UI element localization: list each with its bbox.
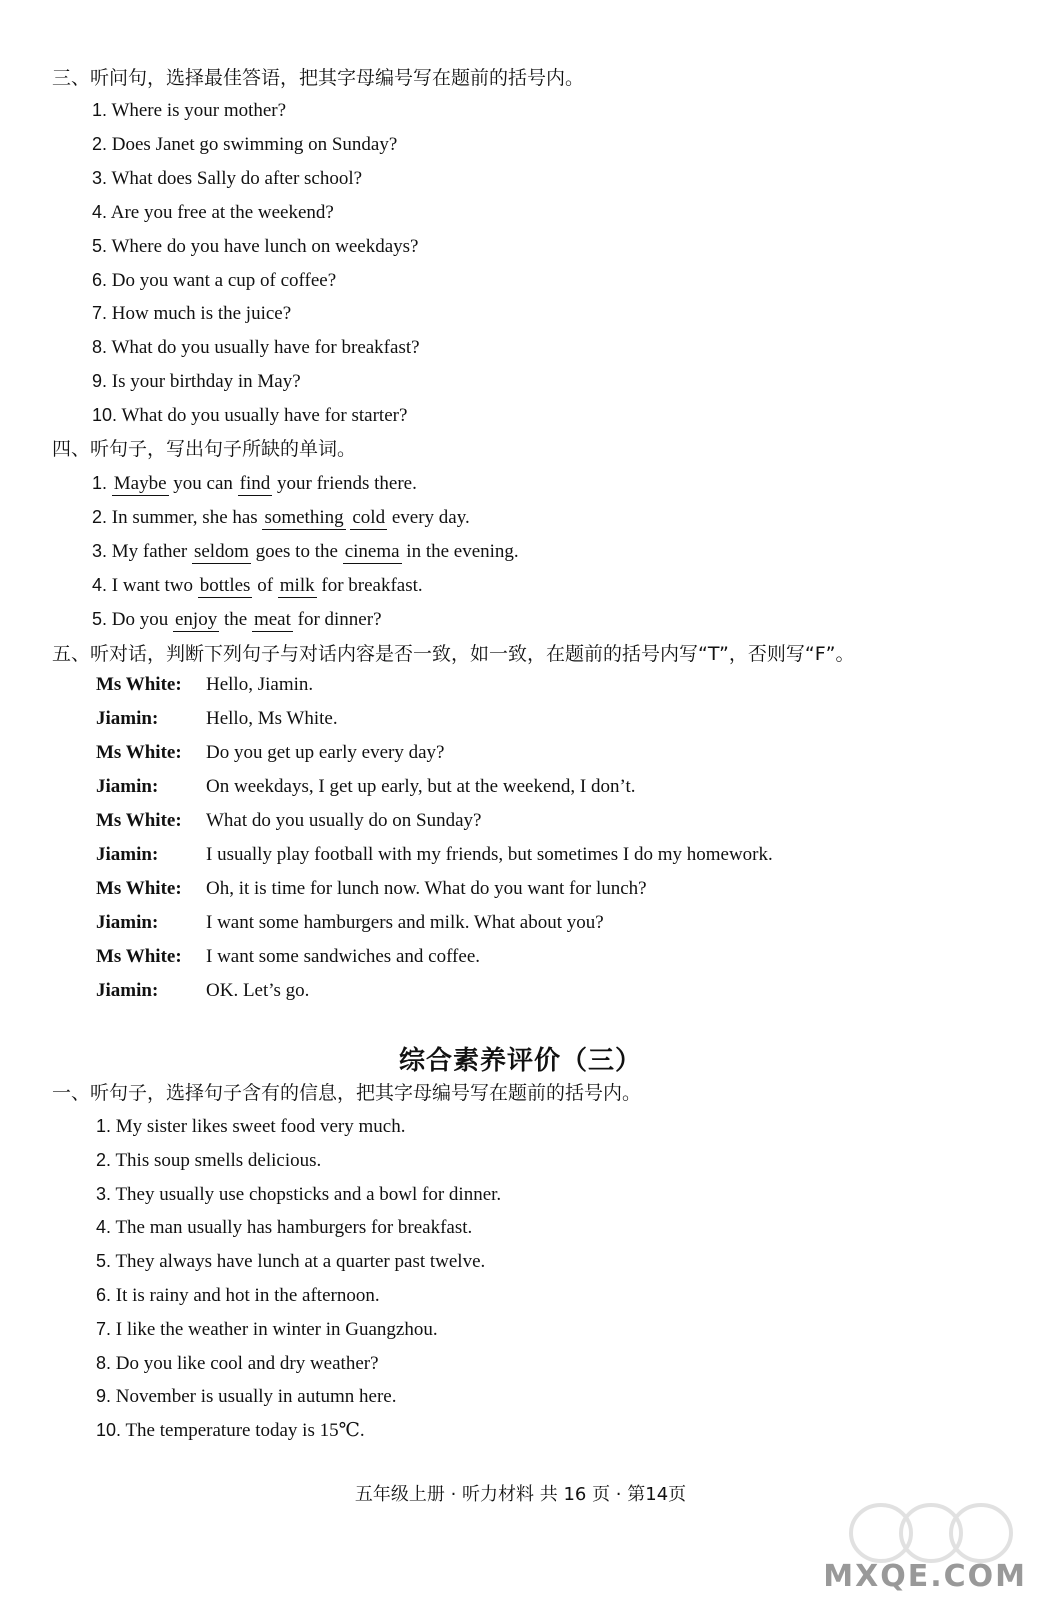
list-item: 1. My sister likes sweet food very much. xyxy=(96,1116,406,1137)
list-item: 1. Where is your mother? xyxy=(92,100,287,121)
question-text: What do you usually have for starter? xyxy=(121,405,408,426)
watermark-text: MXQE.COM xyxy=(823,1559,1027,1594)
speaker-label: Jiamin: xyxy=(96,776,159,797)
speaker-label: Ms White: xyxy=(96,674,182,695)
answer-word: cinema xyxy=(344,541,400,562)
list-item: 6. Do you want a cup of coffee? xyxy=(92,270,337,291)
list-item: 9. Is your birthday in May? xyxy=(92,371,301,392)
list-item: 4. The man usually has hamburgers for breakfast. xyxy=(96,1217,473,1238)
list-item: 6. It is rainy and hot in the afternoon. xyxy=(96,1285,380,1306)
dialogue-line: On weekdays, I get up early, but at the weekend, I don’t. xyxy=(206,776,636,797)
page-title: 综合素养评价（三） xyxy=(398,1046,642,1076)
speaker-label: Jiamin: xyxy=(96,912,159,933)
speaker-label: Jiamin: xyxy=(96,844,159,865)
answer-word: milk xyxy=(279,575,315,596)
list-item: 3. What does Sally do after school? xyxy=(92,168,363,189)
speaker-label: Ms White: xyxy=(96,810,182,831)
speaker-label: Jiamin: xyxy=(96,708,159,729)
sentence-text: November is usually in autumn here. xyxy=(115,1386,397,1407)
list-item: 3. My father seldom goes to the cinema in the evening. xyxy=(92,541,519,562)
answer-word: cold xyxy=(352,507,386,528)
page-footer: 五年级上册 · 听力材料 共 16 页 · 第14页 xyxy=(354,1484,687,1505)
section-1-heading: 一、听句子，选择句子含有的信息，把其字母编号写在题前的括号内。 xyxy=(52,1082,642,1104)
list-item: 3. They usually use chopsticks and a bowl for dinner. xyxy=(96,1184,502,1205)
question-text: Where is your mother? xyxy=(111,100,287,121)
list-item: 5. Do you enjoy the meat for dinner? xyxy=(92,609,382,630)
dialogue-line: I usually play football with my friends, but sometimes I do my homework. xyxy=(206,844,773,865)
list-item: 10. What do you usually have for starter? xyxy=(92,405,408,426)
sentence-text: The temperature today is 15℃. xyxy=(125,1420,365,1441)
question-text: What does Sally do after school? xyxy=(111,168,363,189)
question-text: How much is the juice? xyxy=(111,303,292,324)
dialogue-line: Hello, Jiamin. xyxy=(206,674,314,695)
question-text: Are you free at the weekend? xyxy=(110,202,334,223)
list-item: 2. This soup smells delicious. xyxy=(96,1150,322,1171)
section-3-heading: 三、听问句，选择最佳答语，把其字母编号写在题前的括号内。 xyxy=(52,67,585,89)
dialogue-line: Hello, Ms White. xyxy=(206,708,338,729)
answer-word: bottles xyxy=(199,575,251,596)
list-item: 8. What do you usually have for breakfast? xyxy=(92,337,420,358)
answer-word: seldom xyxy=(193,541,249,562)
dialogue-line: What do you usually do on Sunday? xyxy=(206,810,482,831)
answer-word: meat xyxy=(253,609,291,630)
list-item: 7. How much is the juice? xyxy=(92,303,292,324)
dialogue-line: OK. Let’s go. xyxy=(206,980,310,1001)
list-item: 2. Does Janet go swimming on Sunday? xyxy=(92,134,398,155)
section-4-heading: 四、听句子，写出句子所缺的单词。 xyxy=(52,438,357,460)
speaker-label: Ms White: xyxy=(96,742,182,763)
list-item: 5. Where do you have lunch on weekdays? xyxy=(92,236,419,257)
question-text: Do you want a cup of coffee? xyxy=(111,270,337,291)
answer-word: Maybe xyxy=(113,473,167,494)
dialogue-line: I want some hamburgers and milk. What about you? xyxy=(206,912,604,933)
answer-word: find xyxy=(239,473,271,494)
dialogue-line: Do you get up early every day? xyxy=(206,742,445,763)
speaker-label: Ms White: xyxy=(96,878,182,899)
sentence-text: This soup smells delicious. xyxy=(115,1150,322,1171)
list-item: 8. Do you like cool and dry weather? xyxy=(96,1353,379,1374)
list-item: 4. Are you free at the weekend? xyxy=(92,202,334,223)
sentence-text: The man usually has hamburgers for breakfast. xyxy=(115,1217,473,1238)
question-text: What do you usually have for breakfast? xyxy=(111,337,420,358)
speaker-label: Jiamin: xyxy=(96,980,159,1001)
sentence-text: It is rainy and hot in the afternoon. xyxy=(115,1285,380,1306)
sentence-text: Do you like cool and dry weather? xyxy=(115,1353,379,1374)
question-text: Does Janet go swimming on Sunday? xyxy=(111,134,398,155)
list-item: 10. The temperature today is 15℃. xyxy=(96,1420,365,1441)
section-5-heading: 五、听对话，判断下列句子与对话内容是否一致，如一致，在题前的括号内写“T”，否则写“F”。 xyxy=(52,643,855,665)
list-item: 4. I want two bottles of milk for breakfast. xyxy=(92,575,423,596)
answer-word: something xyxy=(264,507,344,528)
list-item: 2. In summer, she has something cold every day. xyxy=(92,507,470,528)
sentence-text: They usually use chopsticks and a bowl for dinner. xyxy=(115,1184,502,1205)
sentence-text: I like the weather in winter in Guangzhou. xyxy=(115,1319,438,1340)
dialogue-line: Oh, it is time for lunch now. What do you want for lunch? xyxy=(206,878,647,899)
speaker-label: Ms White: xyxy=(96,946,182,967)
question-text: Is your birthday in May? xyxy=(111,371,301,392)
list-item: 7. I like the weather in winter in Guangzhou. xyxy=(96,1319,438,1340)
question-text: Where do you have lunch on weekdays? xyxy=(111,236,419,257)
list-item: 1. Maybe you can find your friends there. xyxy=(92,473,417,494)
answer-word: enjoy xyxy=(175,609,218,630)
list-item: 9. November is usually in autumn here. xyxy=(96,1386,397,1407)
sentence-text: They always have lunch at a quarter past twelve. xyxy=(115,1251,486,1272)
list-item: 5. They always have lunch at a quarter past twelve. xyxy=(96,1251,486,1272)
dialogue-line: I want some sandwiches and coffee. xyxy=(206,946,480,967)
sentence-text: My sister likes sweet food very much. xyxy=(115,1116,406,1137)
